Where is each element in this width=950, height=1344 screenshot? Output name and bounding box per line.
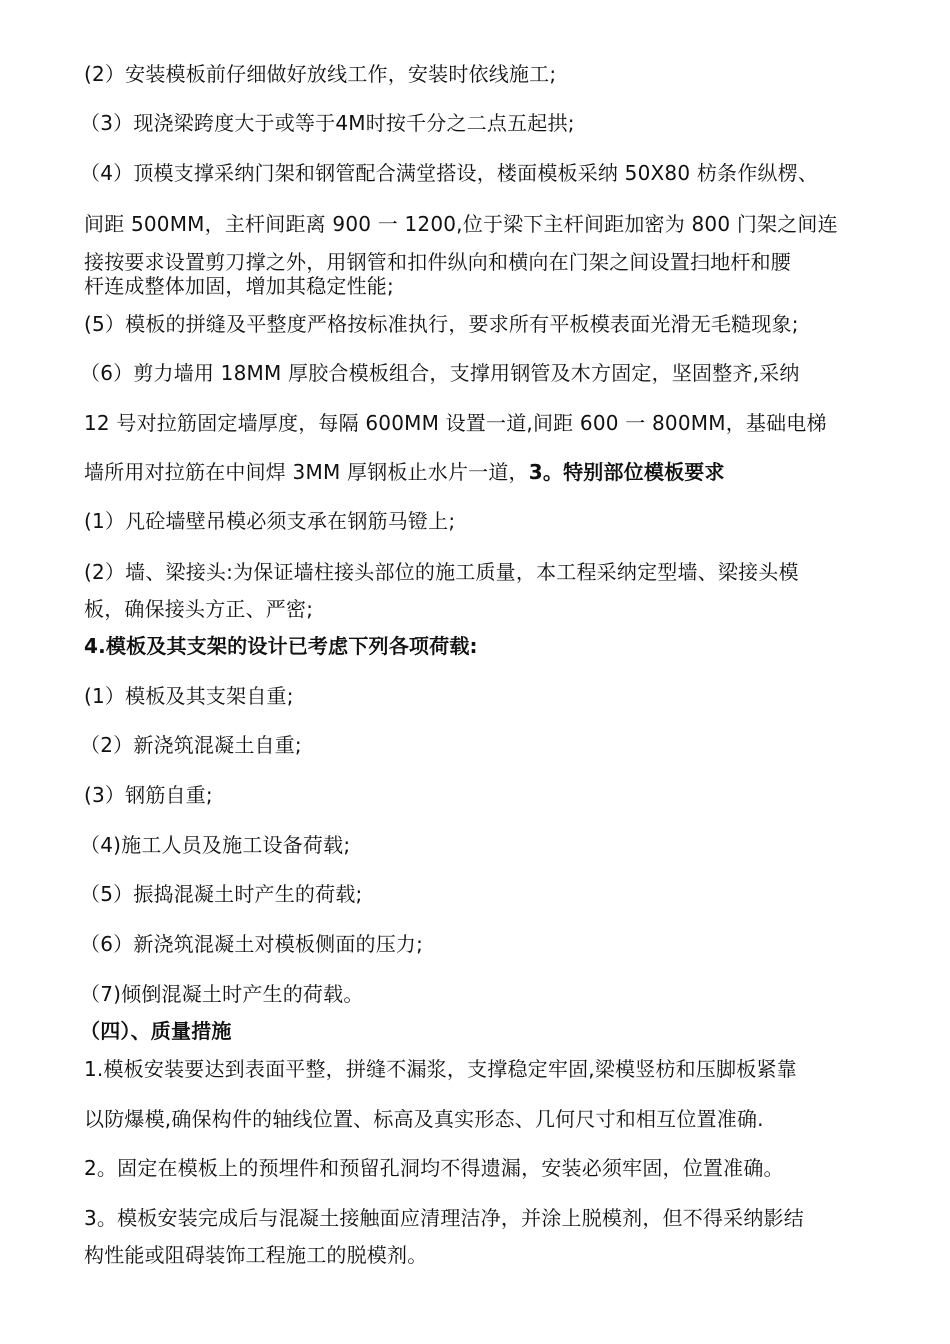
section-heading: （四）、质量措施 [80,1019,232,1043]
text-line: (2）墙、梁接头:为保证墙柱接头部位的施工质量，本工程采纳定型墙、梁接头模 [84,560,799,584]
text-line: 板，确保接头方正、严密; [84,597,314,621]
text-line: (5）模板的拼缝及平整度严格按标准执行，要求所有平板模表面光滑无毛糙现象; [84,312,799,336]
text-line-body: 墙所用对拉筋在中间焊 3MM 厚钢板止水片一道， [84,460,529,484]
section-heading: 4.模板及其支架的设计已考虑下列各项荷载: [84,634,478,658]
text-line: （2）新浇筑混凝土自重; [80,733,302,757]
text-line: 12 号对拉筋固定墙厚度，每隔 600MM 设置一道,间距 600 一 800MM，基础电梯 [84,411,827,435]
text-line: (1）凡砼墙壁吊模必须支承在钢筋马镫上; [84,509,456,533]
text-line: （4）顶模支撑采纳门架和钢管配合满堂搭设，楼面模板采纳 50X80 枋条作纵楞、 [80,161,819,185]
text-line: 2。固定在模板上的预埋件和预留孔洞均不得遗漏，安装必须牢固，位置准确。 [84,1156,784,1180]
text-line: 1.模板安装要达到表面平整，拼缝不漏浆，支撑稳定牢固,梁模竖枋和压脚板紧靠 [84,1057,797,1081]
text-line: 以防爆模,确保构件的轴线位置、标高及真实形态、几何尺寸和相互位置准确. [84,1107,764,1131]
text-line: (2）安装模板前仔细做好放线工作，安装时依线施工; [84,62,557,86]
text-line: （7)倾倒混凝土时产生的荷载。 [80,982,364,1006]
text-line: 接按要求设置剪刀撑之外，用钢管和扣件纵向和横向在门架之间设置扫地杆和腰 [84,250,791,274]
text-line: (3）钢筋自重; [84,783,213,807]
text-line: （6）剪力墙用 18MM 厚胶合模板组合，支撑用钢管及木方固定，坚固整齐,采纳 [80,361,800,385]
text-line: (1）模板及其支架自重; [84,684,294,708]
section-heading: 3。特别部位模板要求 [528,460,725,484]
text-line: 杆连成整体加固，增加其稳定性能; [84,274,394,298]
text-line: （6）新浇筑混凝土对模板侧面的压力; [80,932,424,956]
text-line [84,459,725,485]
text-line: 间距 500MM，主杆间距离 900 一 1200,位于梁下主杆间距加密为 800 门架之间连 [84,212,838,236]
text-line: 构性能或阻碍装饰工程施工的脱模剂。 [84,1243,428,1267]
text-line: 3。模板安装完成后与混凝土接触面应清理洁净，并涂上脱模剂，但不得采纳影结 [84,1206,804,1230]
text-line: （3）现浇梁跨度大于或等于4M时按千分之二点五起拱; [80,111,575,135]
text-line: （5）振捣混凝土时产生的荷载; [80,882,363,906]
text-line: （4)施工人员及施工设备荷载; [80,833,351,857]
